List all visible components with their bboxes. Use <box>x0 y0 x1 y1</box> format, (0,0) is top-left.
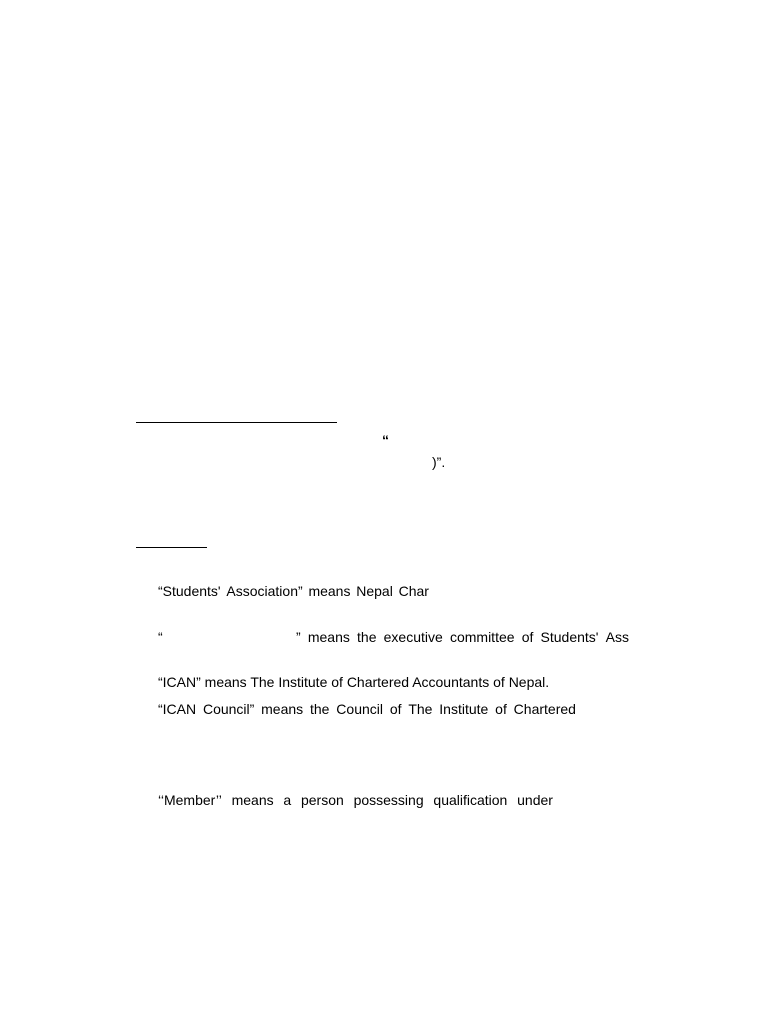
word: Council <box>336 701 383 717</box>
open-quote: “ <box>382 432 389 448</box>
definition-member <box>158 792 553 808</box>
definition-students-association <box>158 583 429 599</box>
word: Students' <box>540 629 599 645</box>
word: possessing <box>353 792 424 808</box>
word: ‘‘Member’’ <box>158 792 222 808</box>
word: the <box>357 629 377 645</box>
word: of <box>495 701 507 717</box>
word: means <box>231 792 274 808</box>
closing-fragment: )”. <box>432 454 446 470</box>
word: means <box>261 701 304 717</box>
word: Nepal <box>356 583 393 599</box>
word: ” <box>296 629 301 645</box>
word: “ICAN <box>158 701 197 717</box>
word: Char <box>398 583 429 599</box>
word: “Students' <box>158 583 221 599</box>
word: committee <box>449 629 515 645</box>
word: of <box>521 629 534 645</box>
heading-underline-2 <box>136 547 207 548</box>
open-quote: “ <box>158 629 163 645</box>
word: Ass <box>605 629 629 645</box>
word: Council” <box>202 701 255 717</box>
word: means <box>308 583 351 599</box>
definition-ican-council <box>158 701 576 717</box>
word: The <box>408 701 433 717</box>
word: under <box>517 792 553 808</box>
word: person <box>300 792 344 808</box>
word: of <box>389 701 402 717</box>
word: qualification <box>433 792 508 808</box>
word: Chartered <box>513 701 576 717</box>
word: Association” <box>226 583 303 599</box>
word: means <box>307 629 350 645</box>
definition-ican: “ICAN” means The Institute of Chartered Accountants of Nepal. <box>158 674 550 690</box>
word: the <box>310 701 330 717</box>
word: a <box>283 792 292 808</box>
definition-executive-committee-words <box>296 629 629 645</box>
heading-underline-1 <box>136 422 337 423</box>
word: executive <box>383 629 443 645</box>
word: Institute <box>439 701 489 717</box>
